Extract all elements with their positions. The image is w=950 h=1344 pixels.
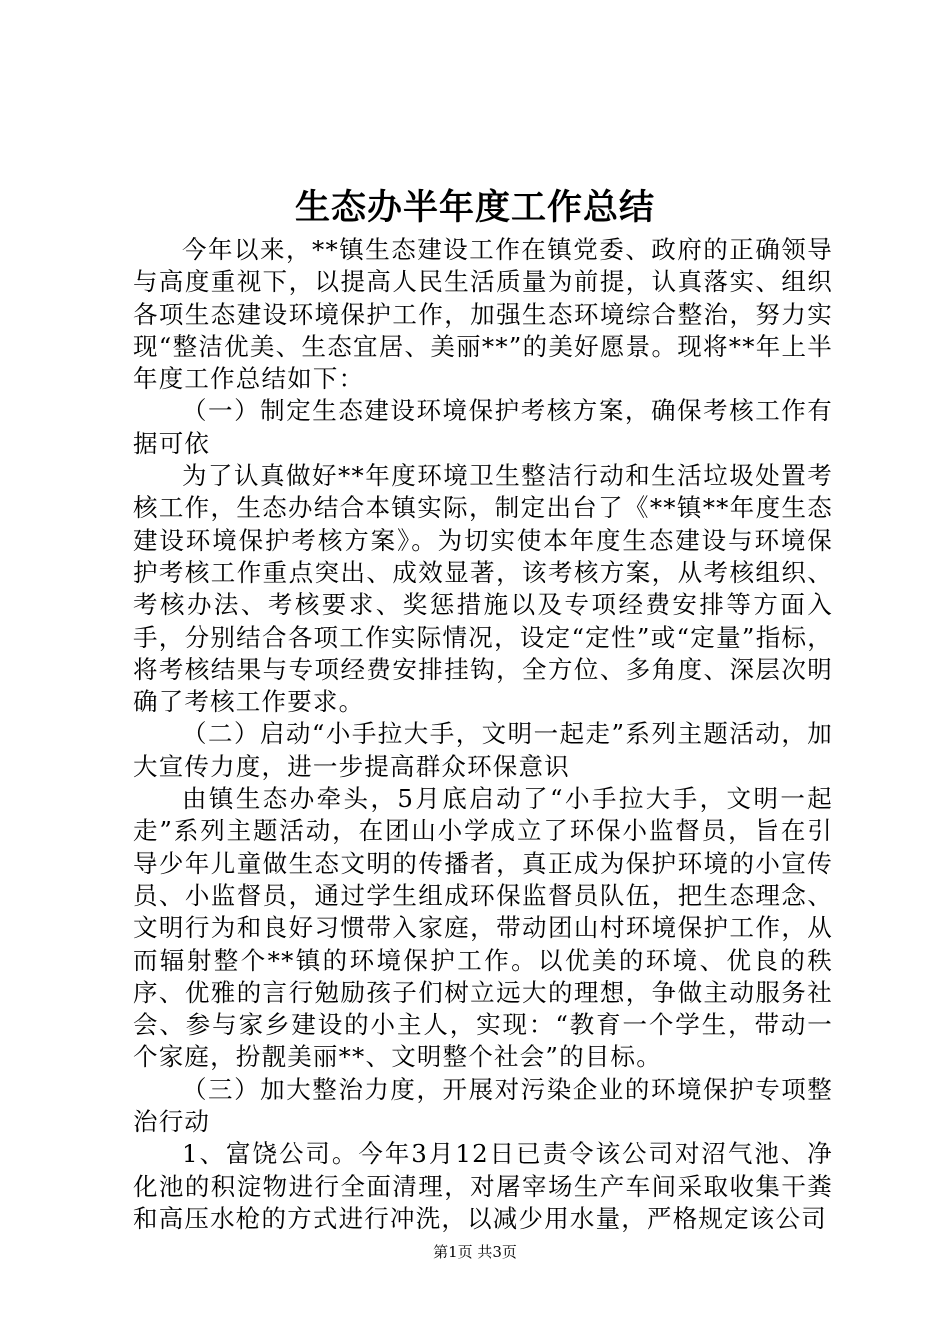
paragraph-section-3-item-1: 1、富饶公司。今年3月12日已责令该公司对沼气池、净化池的积淀物进行全面清理，对屠宰场生产车间采取收集干粪和高压水枪的方式进行冲洗，以减少用水量，严格规定该公司 (133, 1139, 833, 1233)
section-heading-1: （一）制定生态建设环境保护考核方案，确保考核工作有据可依 (133, 396, 833, 458)
page-footer: 第1页 共3页 (433, 1243, 517, 1261)
paragraph-intro: 今年以来，**镇生态建设工作在镇党委、政府的正确领导与高度重视下，以提高人民生活质量为前提，认真落实、组织各项生态建设环境保护工作，加强生态环境综合整治，努力实现“整洁优美、生态宜居、美丽**”的美好愿景。现将**年上半年度工作总结如下： (133, 235, 833, 394)
document-body (133, 234, 833, 1235)
paragraph-section-2: 由镇生态办牵头，5月底启动了“小手拉大手，文明一起走”系列主题活动，在团山小学成立了环保小监督员，旨在引导少年儿童做生态文明的传播者，真正成为保护环境的小宣传员、小监督员，通过学生组成环保监督员队伍，把生态理念、文明行为和良好习惯带入家庭，带动团山村环境保护工作，从而辐射整个**镇的环境保护工作。以优美的环境、优良的秩序、优雅的言行勉励孩子们树立远大的理想，争做主动服务社会、参与家乡建设的小主人，实现：“教育一个学生，带动一个家庭，扮靓美丽**、文明整个社会”的目标。 (133, 784, 833, 1072)
paragraph-section-1: 为了认真做好**年度环境卫生整洁行动和生活垃圾处置考核工作，生态办结合本镇实际，制定出台了《**镇**年度生态建设环境保护考核方案》。为切实使本年度生态建设与环境保护考核工作重点突出、成效显著，该考核方案，从考核组织、考核办法、考核要求、奖惩措施以及专项经费安排等方面入手，分别结合各项工作实际情况，设定“定性”或“定量”指标，将考核结果与专项经费安排挂钩，全方位、多角度、深层次明确了考核工作要求。 (133, 461, 833, 717)
section-heading-3: （三）加大整治力度，开展对污染企业的环境保护专项整治行动 (133, 1074, 833, 1137)
section-heading-2: （二）启动“小手拉大手，文明一起走”系列主题活动，加大宣传力度，进一步提高群众环保意识 (133, 719, 833, 781)
document-title: 生态办半年度工作总结 (294, 187, 655, 228)
